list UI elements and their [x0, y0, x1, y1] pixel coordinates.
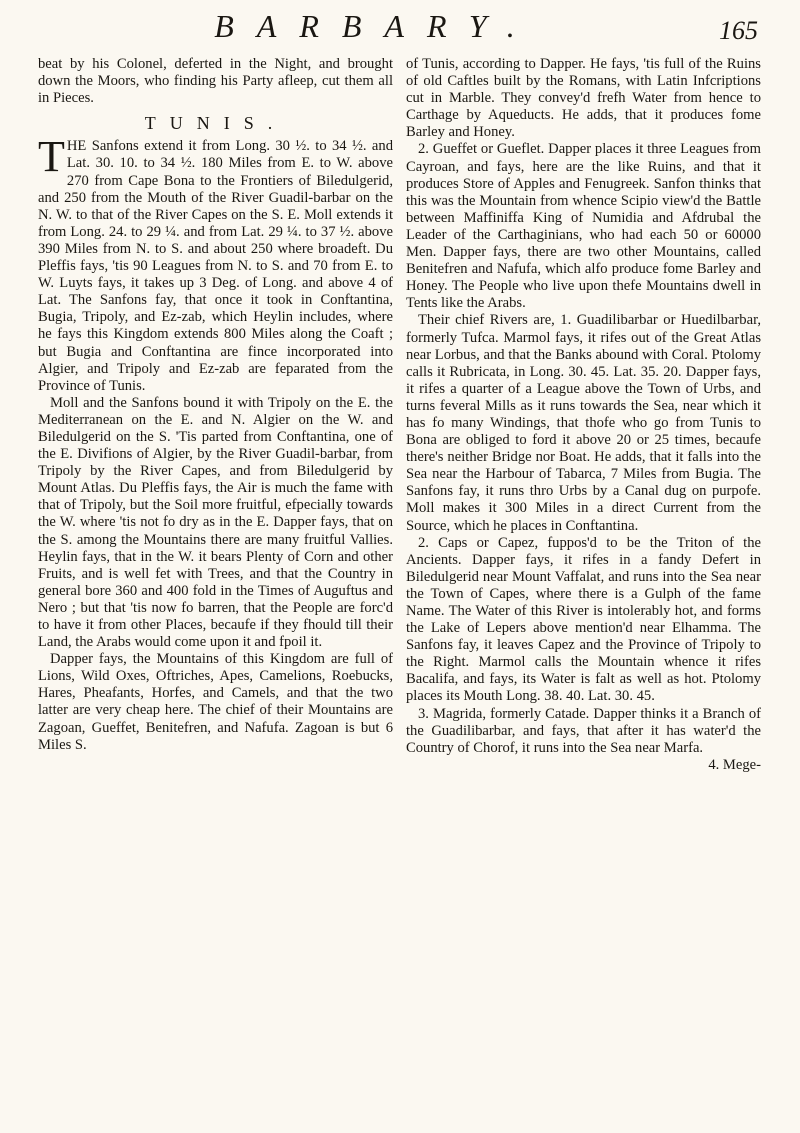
continued-paragraph: of Tunis, according to Dapper. He fays, 'tis full of the Ruins of old Caftles built by the Romans, with Latin Infcriptions cut in Marble. They convey'd frefh Water from hence to Carthage by Aqueducts. He adds, that it produces fome Barley and Honey.	[406, 56, 761, 141]
paragraph-text: HE Sanfons extend it from Long. 30 ½. to 34 ½. and Lat. 30. 10. to 34 ½. 180 Miles from E. to W. above 270 from Cape Bona to the Frontiers of Biledulgerid, and 250 from the Mouth of the River Guadil-barbar on the N. W. to that of the River Capes on the S. E. Moll extends it from Long. 24. to 29 ¼. and from Lat. 29 ¼. to 37 ½. above 390 Miles from N. to S. and about 250 where broadeft. Du Pleffis fays, 'tis 90 Leagues from N. to S. and 70 from E. to W. Luyts fays, it takes up 3 Deg. of Long. and above 4 of Lat. The Sanfons fay, that once it took in Conftantina, Bugia, Tripoly, and Ez-zab, which Heylin includes, where he fays this Kingdom extends 800 Miles along the Coaft ; but Bugia and Conftantina are fince incorporated into Algier, and Tripoly and Ez-zab are feparated from the Province of Tunis.	[38, 138, 393, 394]
paragraph: Moll and the Sanfons bound it with Tripoly on the E. the Mediterranean on the E. and N. Algier on the W. and Biledulgerid on the S. 'Tis parted from Conftantina, one of the E. Divifions of Algier, by the River Guadil-barbar, from Tripoly by the River Capes, and from Biledulgerid by Mount Atlas. Du Pleffis fays, the Air is much the fame with that of Tripoly, but the Soil more fruitful, efpecially towards the W. where 'tis not fo dry as in the E. Dapper fays, that on the S. among the Mountains there are many fruitful Vallies. Heylin fays, that in the W. it bears Plenty of Corn and other Fruits, and is well fet with Trees, and that the Country in general bore 360 and 400 fold in the Times of Auguftus and Nero ; but that 'tis now fo barren, that the People are forc'd to have it from other Places, becaufe if they fhould till their Land, the Arabs would come upon it and fpoil it.	[38, 394, 393, 651]
paragraph: 3. Magrida, formerly Catade. Dapper thinks it a Branch of the Guadilibarbar, and fays, that after it has water'd the Country of Chorof, it runs into the Sea near Marfa.	[406, 705, 761, 756]
right-column	[406, 56, 761, 1126]
running-head	[0, 8, 800, 52]
paragraph: 2. Gueffet or Gueflet. Dapper places it three Leagues from Cayroan, and fays, here are the like Ruins, and that it produces Store of Apples and Fenugreek. Sanfon thinks that this was the Mountain from whence Scipio view'd the Battle between Maffiniffa King of Numidia and Afdrubal the Leader of the Carthaginians, who had each 50 or 60000 Men. Dapper fays, there are two other Mountains, called Benitefren and Nafufa, which alfo produce fome Barley and Honey. The People who live upon thefe Mountains dwell in Tents like the Arabs.	[406, 141, 761, 312]
page-number: 165	[719, 16, 758, 45]
section-heading: TUNIS.	[144, 113, 287, 134]
drop-capital: T	[38, 132, 65, 182]
catchword: 4. Mege-	[708, 756, 761, 773]
paragraph	[38, 132, 393, 394]
paragraph: Their chief Rivers are, 1. Guadilibarbar or Huedilbarbar, formerly Tufca. Marmol fays, it rifes out of the Great Atlas near Lorbus, and that the Banks abound with Coral. Ptolomy calls it Rubricata, in Long. 30. 45. Lat. 35. 20. Dapper fays, it rifes a quarter of a League above the Town of Urbs, and turns feveral Mills as it runs towards the Sea, near which it has fo many Windings, that thofe who go from Tunis to Bona are obliged to ford it above 20 or 25 times, becaufe there's neither Bridge nor Boat. He adds, that it falls into the Sea near the Harbour of Tabarca, 7 Miles from Bugia. The Sanfons fay, it runs thro Urbs by a Canal dug on purpofe. Moll makes it 300 Miles in a direct Current from the Source, which he places in Conftantina.	[406, 312, 761, 534]
paragraph: Dapper fays, the Mountains of this Kingdom are full of Lions, Wild Oxes, Oftriches, Apes, Camelions, Roebucks, Hares, Pheafants, Horfes, and Camels, and that the two latter are very cheap here. The chief of their Mountains are Zagoan, Gueffet, Benitefren, and Nafufa. Zagoan is but 6 Miles S.	[38, 651, 393, 753]
running-title: BARBARY.	[214, 8, 538, 44]
left-column	[38, 56, 393, 1126]
paragraph: 2. Caps or Capez, fuppos'd to be the Triton of the Ancients. Dapper fays, it rifes in a fandy Defert in Biledulgerid near Mount Vaffalat, and runs into the Sea near the Town of Capes, where there is a Gulph of the fame Name. The Water of this River is intolerably hot, and forms the Lake of Lepers above mention'd near Elhamma. The Sanfons fay, it leaves Capez and the Province of Tripoly to the Right. Marmol calls the Mountain whence it rifes Bacalifa, and fays, its Water is falt as well as hot. Ptolomy places its Mouth Long. 38. 40. Lat. 30. 45.	[406, 534, 761, 705]
continued-paragraph: beat by his Colonel, deferted in the Night, and brought down the Moors, who finding his Party afleep, cut them all in Pieces.	[38, 56, 393, 107]
